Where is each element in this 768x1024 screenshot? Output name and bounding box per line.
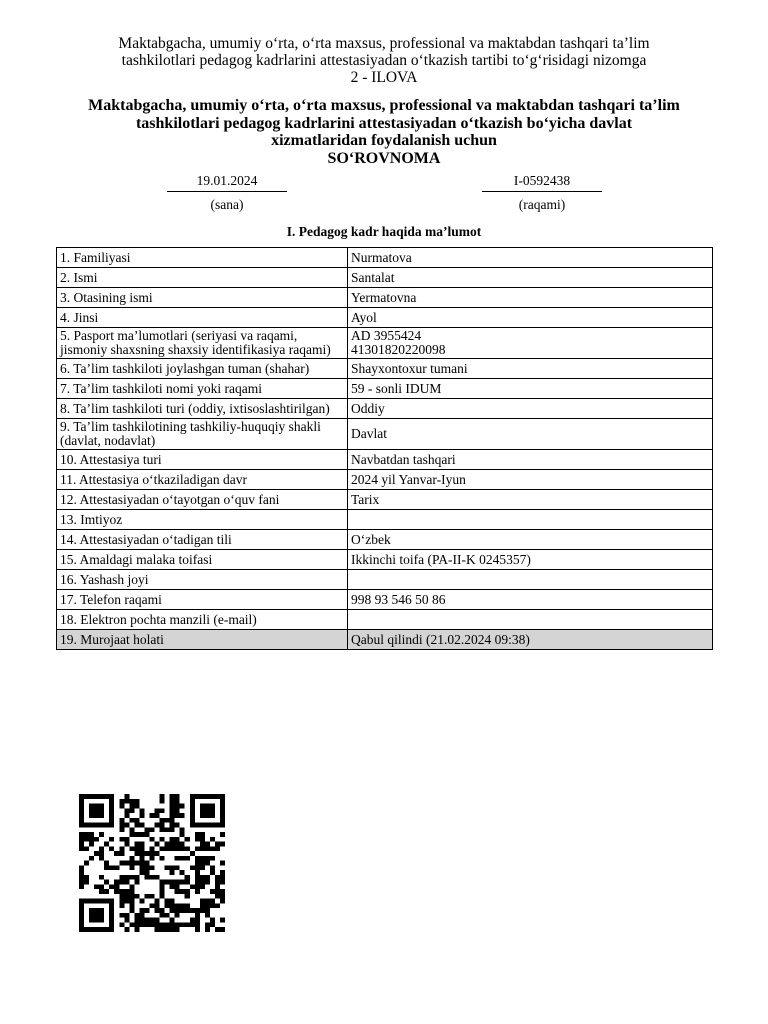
table-row bbox=[57, 630, 713, 650]
table-row bbox=[57, 610, 713, 630]
info-table bbox=[56, 247, 713, 650]
field-label: 11. Attestasiya o‘tkaziladigan davr bbox=[57, 470, 348, 490]
table-row bbox=[57, 590, 713, 610]
header-line-1: Maktabgacha, umumiy o‘rta, o‘rta maxsus, professional va maktabdan tashqari ta’lim bbox=[118, 35, 650, 52]
field-value-line: Navbatdan tashqari bbox=[351, 451, 456, 467]
field-value bbox=[348, 450, 713, 470]
field-value bbox=[348, 308, 713, 328]
date-value: 19.01.2024 bbox=[167, 173, 287, 192]
field-value-line: Davlat bbox=[351, 426, 387, 441]
field-label: 3. Otasining ismi bbox=[57, 288, 348, 308]
field-value-line: Santalat bbox=[351, 269, 395, 285]
table-row bbox=[57, 328, 713, 359]
field-value-line: Ikkinchi toifa (PA-II-K 0245357) bbox=[351, 551, 531, 567]
field-label: 15. Amaldagi malaka toifasi bbox=[57, 550, 348, 570]
table-row bbox=[57, 450, 713, 470]
header-line-2: tashkilotlari pedagog kadrlarini attestasiyadan o‘tkazish tartibi to‘g‘risidagi nizomga bbox=[121, 52, 647, 69]
title-line-2: tashkilotlari pedagog kadrlarini attestasiyadan o‘tkazish bo‘yicha davlat bbox=[135, 114, 633, 132]
field-value bbox=[348, 419, 713, 450]
field-label: 19. Murojaat holati bbox=[57, 630, 348, 650]
field-value-line: O‘zbek bbox=[351, 531, 391, 547]
field-label: 13. Imtiyoz bbox=[57, 510, 348, 530]
field-label: 2. Ismi bbox=[57, 268, 348, 288]
field-value-line: 41301820220098 bbox=[351, 342, 446, 357]
field-value-line: Ayol bbox=[351, 309, 377, 325]
table-row bbox=[57, 510, 713, 530]
field-label: 4. Jinsi bbox=[57, 308, 348, 328]
field-label: 14. Attestasiyadan o‘tadigan tili bbox=[57, 530, 348, 550]
field-value bbox=[348, 248, 713, 268]
field-label: 12. Attestasiyadan o‘tayotgan o‘quv fani bbox=[57, 490, 348, 510]
field-value bbox=[348, 379, 713, 399]
table-row bbox=[57, 470, 713, 490]
field-label: 17. Telefon raqami bbox=[57, 590, 348, 610]
field-value bbox=[348, 530, 713, 550]
field-value-line: 2024 yil Yanvar-Iyun bbox=[351, 471, 466, 487]
field-value bbox=[348, 550, 713, 570]
field-label: 7. Ta’lim tashkiloti nomi yoki raqami bbox=[57, 379, 348, 399]
field-value-line: Yermatovna bbox=[351, 289, 417, 305]
table-row bbox=[57, 399, 713, 419]
field-label: 10. Attestasiya turi bbox=[57, 450, 348, 470]
field-value-line: Tarix bbox=[351, 491, 380, 507]
field-value-line: Shayxontoxur tumani bbox=[351, 360, 468, 376]
document-title bbox=[0, 97, 768, 167]
table-row bbox=[57, 550, 713, 570]
field-value bbox=[348, 570, 713, 590]
field-label: 8. Ta’lim tashkiloti turi (oddiy, ixtisoslashtirilgan) bbox=[57, 399, 348, 419]
field-value-line: 998 93 546 50 86 bbox=[351, 591, 446, 607]
field-value bbox=[348, 359, 713, 379]
field-value-line: AD 3955424 bbox=[351, 328, 422, 343]
table-row bbox=[57, 530, 713, 550]
number-caption: (raqami) bbox=[518, 197, 566, 212]
section-title: I. Pedagog kadr haqida ma’lumot bbox=[286, 224, 482, 239]
title-line-4: SO‘ROVNOMA bbox=[327, 149, 441, 167]
header-line-3: 2 - ILOVA bbox=[350, 69, 418, 86]
table-row bbox=[57, 268, 713, 288]
field-value bbox=[348, 510, 713, 530]
field-label: 16. Yashash joyi bbox=[57, 570, 348, 590]
table-row bbox=[57, 379, 713, 399]
field-value bbox=[348, 590, 713, 610]
number-block bbox=[482, 173, 602, 213]
field-value bbox=[348, 470, 713, 490]
table-row bbox=[57, 419, 713, 450]
regulation-header bbox=[0, 35, 768, 86]
field-value-line: 59 - sonli IDUM bbox=[351, 380, 442, 396]
field-label: 5. Pasport ma’lumotlari (seriyasi va raqami, jismoniy shaxsning shaxsiy identifikasiya raqami) bbox=[57, 328, 348, 359]
table-row bbox=[57, 288, 713, 308]
table-row bbox=[57, 308, 713, 328]
number-value: I-0592438 bbox=[482, 173, 602, 192]
field-label: 1. Familiyasi bbox=[57, 248, 348, 268]
title-line-1: Maktabgacha, umumiy o‘rta, o‘rta maxsus, professional va maktabdan tashqari ta’lim bbox=[88, 97, 680, 114]
field-value bbox=[348, 328, 713, 359]
field-value bbox=[348, 610, 713, 630]
field-value bbox=[348, 268, 713, 288]
field-value bbox=[348, 288, 713, 308]
field-value-line: Nurmatova bbox=[351, 249, 412, 265]
table-row bbox=[57, 570, 713, 590]
title-line-3: xizmatlaridan foydalanish uchun bbox=[271, 132, 497, 149]
field-value-line: Qabul qilindi (21.02.2024 09:38) bbox=[351, 631, 530, 647]
field-value bbox=[348, 630, 713, 650]
field-value-line: Oddiy bbox=[351, 400, 385, 416]
field-value bbox=[348, 490, 713, 510]
date-block bbox=[167, 173, 287, 213]
table-row bbox=[57, 490, 713, 510]
qr-code-icon bbox=[79, 794, 225, 932]
table-row bbox=[57, 359, 713, 379]
field-label: 6. Ta’lim tashkiloti joylashgan tuman (shahar) bbox=[57, 359, 348, 379]
date-caption: (sana) bbox=[210, 197, 244, 212]
field-label: 18. Elektron pochta manzili (e-mail) bbox=[57, 610, 348, 630]
table-row bbox=[57, 248, 713, 268]
field-label: 9. Ta’lim tashkilotining tashkiliy-huquqiy shakli (davlat, nodavlat) bbox=[57, 419, 348, 450]
field-value bbox=[348, 399, 713, 419]
